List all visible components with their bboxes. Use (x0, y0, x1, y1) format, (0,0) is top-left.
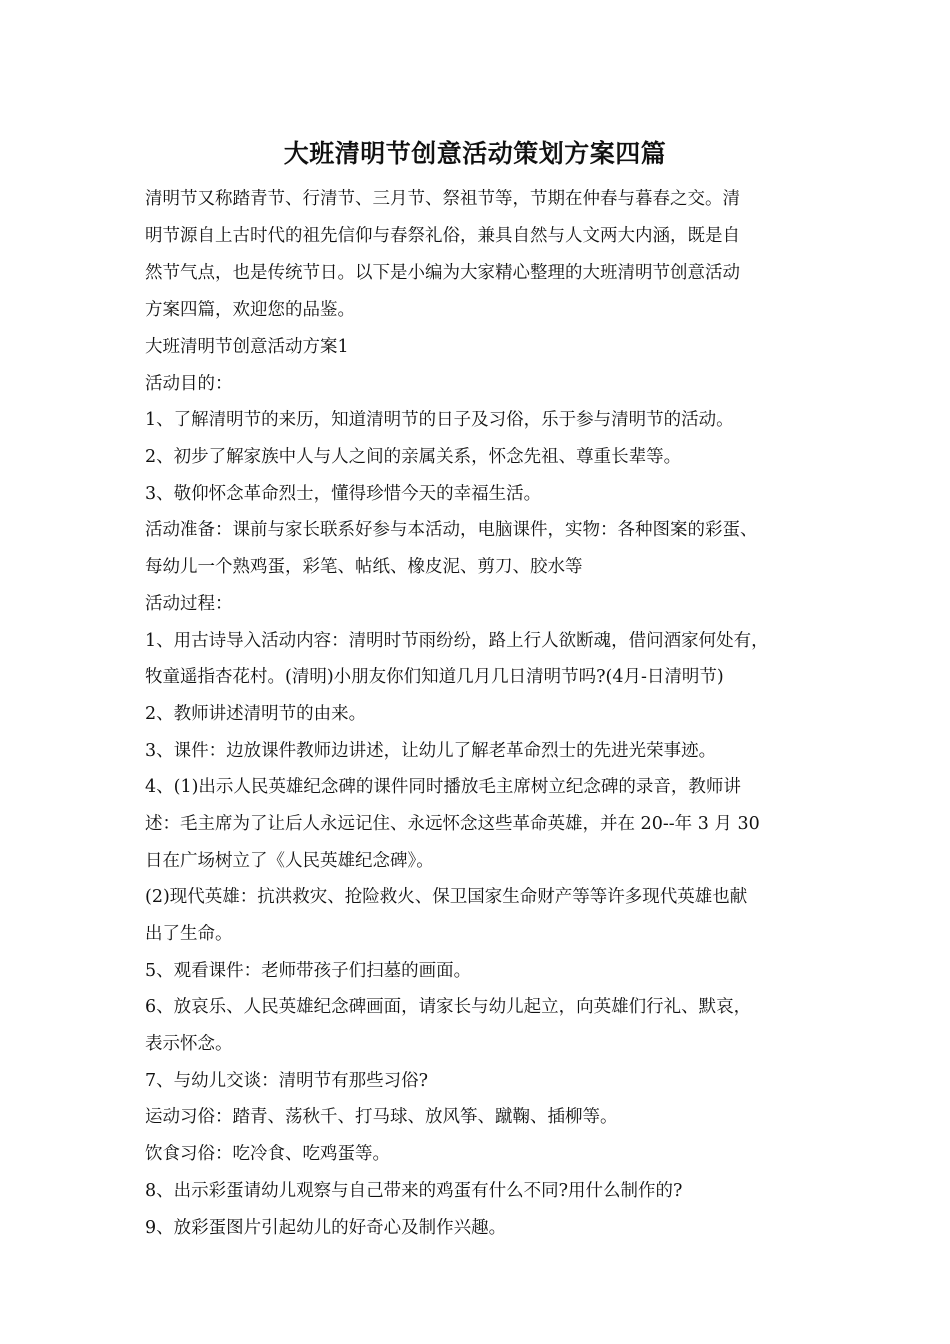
intro-line: 清明节又称踏青节、行清节、三月节、祭祖节等，节期在仲春与暮春之交。清 (145, 189, 740, 209)
text-line: 1、了解清明节的来历，知道清明节的日子及习俗，乐于参与清明节的活动。 (145, 410, 734, 431)
text-line: 6、放哀乐、人民英雄纪念碑画面，请家长与幼儿起立，向英雄们行礼、默哀， (145, 997, 752, 1018)
text-line: 5、观看课件：老师带孩子们扫墓的画面。 (145, 960, 472, 981)
text-line: 2、初步了解家族中人与人之间的亲属关系，怀念先祖、尊重长辈等。 (145, 447, 682, 468)
text-line: 饮食习俗：吃冷食、吃鸡蛋等。 (145, 1144, 390, 1165)
text-line: 牧童遥指杏花村。(清明)小朋友你们知道几月几日清明节吗?(4月-日清明节) (145, 667, 724, 688)
document-body (145, 181, 815, 1246)
intro-line: 方案四篇，欢迎您的品鉴。 (145, 300, 355, 320)
text-line: 4、(1)出示人民英雄纪念碑的课件同时播放毛主席树立纪念碑的录音，教师讲 (145, 777, 741, 798)
text-line: 7、与幼儿交谈：清明节有那些习俗? (145, 1070, 429, 1091)
intro-paragraph (145, 181, 815, 329)
section-heading: 大班清明节创意活动方案1 (145, 337, 349, 357)
text-line: 日在广场树立了《人民英雄纪念碑》。 (145, 850, 434, 871)
text-line: 8、出示彩蛋请幼儿观察与自己带来的鸡蛋有什么不同?用什么制作的? (145, 1180, 683, 1201)
text-line: (2)现代英雄：抗洪救灾、抢险救火、保卫国家生命财产等等许多现代英雄也献 (145, 887, 748, 908)
subheading-goals: 活动目的： (145, 373, 233, 394)
text-line: 出了生命。 (145, 924, 233, 944)
text-line: 2、教师讲述清明节的由来。 (145, 703, 367, 724)
text-line: 述：毛主席为了让后人永远记住、永远怀念这些革命英雄，并在 20--年 3 月 30 (145, 813, 760, 834)
text-line: 表示怀念。 (145, 1034, 233, 1055)
text-line: 每幼儿一个熟鸡蛋，彩笔、帖纸、橡皮泥、剪刀、胶水等 (145, 557, 583, 578)
text-line: 运动习俗：踏青、荡秋千、打马球、放风筝、蹴鞠、插柳等。 (145, 1107, 618, 1128)
content-lines (145, 329, 815, 1246)
text-line: 3、敬仰怀念革命烈士，懂得珍惜今天的幸福生活。 (145, 483, 542, 504)
intro-line: 然节气点，也是传统节日。以下是小编为大家精心整理的大班清明节创意活动 (145, 263, 740, 283)
text-line: 活动准备：课前与家长联系好参与本活动，电脑课件，实物：各种图案的彩蛋、 (145, 520, 758, 541)
subheading-process: 活动过程： (145, 593, 233, 614)
text-line: 1、用古诗导入活动内容：清明时节雨纷纷，路上行人欲断魂，借问酒家何处有， (145, 630, 769, 651)
text-line: 9、放彩蛋图片引起幼儿的好奇心及制作兴趣。 (145, 1217, 507, 1238)
text-line: 3、课件：边放课件教师边讲述，让幼儿了解老革命烈士的先进光荣事迹。 (145, 740, 717, 761)
intro-line: 明节源自上古时代的祖先信仰与春祭礼俗，兼具自然与人文两大内涵，既是自 (145, 226, 740, 246)
document-title: 大班清明节创意活动策划方案四篇 (283, 139, 667, 168)
